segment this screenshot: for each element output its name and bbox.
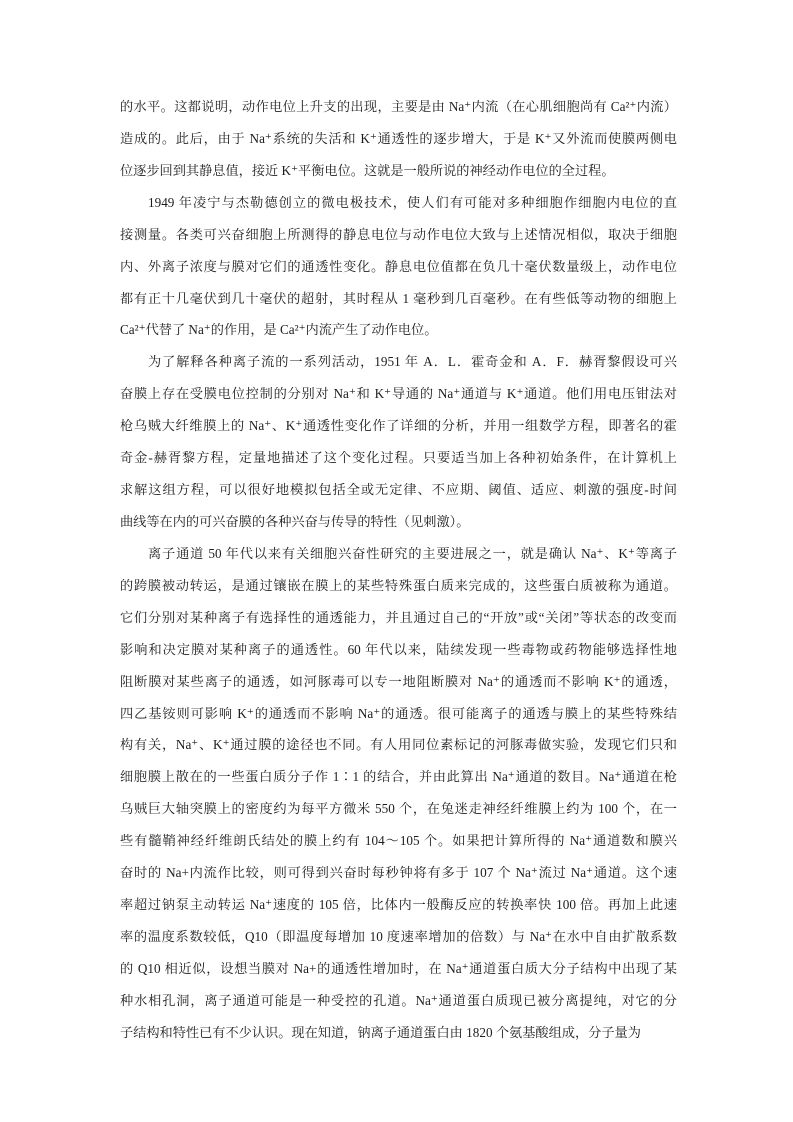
text-line: 接测量。各类可兴奋细胞上所测得的静息电位与动作电位大致与上述情况相似，取决于细胞 <box>120 226 677 242</box>
text-line: 乌贼巨大轴突膜上的密度约为每平方微米 550 个，在兔迷走神经纤维膜上约为 100 个，在一 <box>120 801 677 817</box>
text-line: 离子通道 50 年代以来有关细胞兴奋性研究的主要进展之一，就是确认 Na⁺、K⁺等离子 <box>148 545 677 561</box>
text-line: 造成的。此后，由于 Na⁺系统的失活和 K⁺通透性的逐步增大，于是 K⁺又外流而使膜两侧电 <box>120 130 677 146</box>
text-line: 位逐步回到其静息值，接近 K⁺平衡电位。这就是一般所说的神经动作电位的全过程。 <box>120 162 615 178</box>
text-line: 率超过钠泵主动转运 Na⁺速度的 105 倍，比体内一般酶反应的转换率快 100 倍。再加上此速 <box>120 897 677 913</box>
text-line: Ca²⁺代替了 Na⁺的作用，是 Ca²⁺内流产生了动作电位。 <box>120 322 438 338</box>
text-line: 构有关，Na⁺、K⁺通过膜的途径也不同。有人用同位素标记的河豚毒做实验，发现它们只和 <box>120 737 677 753</box>
text-line: 阻断膜对某些离子的通透，如河豚毒可以专一地阻断膜对 Na⁺的通透而不影响 K⁺的通透， <box>120 673 677 689</box>
text-line: 奋膜上存在受膜电位控制的分别对 Na⁺和 K⁺导通的 Na⁺通道与 K⁺通道。他们用电压钳法对 <box>120 386 677 402</box>
text-line: 曲线等在内的可兴奋膜的各种兴奋与传导的特性（见刺激）。 <box>120 513 470 529</box>
text-line: 影响和决定膜对某种离子的通透性。60 年代以来，陆续发现一些毒物或药物能够选择性地 <box>120 641 677 657</box>
text-line: 的水平。这都说明，动作电位上升支的出现，主要是由 Na⁺内流（在心肌细胞尚有 Ca²⁺内流） <box>120 99 677 114</box>
text-line: 细胞膜上散在的一些蛋白质分子作 1∶1 的结合，并由此算出 Na⁺通道的数目。Na⁺通道在枪 <box>120 769 677 785</box>
text-line: 都有正十几毫伏到几十毫伏的超射，其时程从 1 毫秒到几百毫秒。在有些低等动物的细胞上 <box>120 290 677 306</box>
text-line: 求解这组方程，可以很好地模拟包括全或无定律、不应期、阈值、适应、刺激的强度-时间 <box>120 482 677 498</box>
text-line: 种水相孔洞，离子通道可能是一种受控的孔道。Na⁺通道蛋白质现已被分离提纯，对它的分 <box>120 992 677 1008</box>
text-line: 内、外离子浓度与膜对它们的通透性变化。静息电位值都在负几十毫伏数量级上，动作电位 <box>120 258 677 274</box>
text-line: 它们分别对某种离子有选择性的通透能力，并且通过自己的“开放”或“关闭”等状态的改变而 <box>120 609 677 625</box>
text-line: 子结构和特性已有不少认识。现在知道，钠离子通道蛋白由 1820 个氨基酸组成，分子量为 <box>120 1024 641 1040</box>
text-line: 些有髓鞘神经纤维朗氏结处的膜上约有 104～105 个。如果把计算所得的 Na⁺通道数和膜兴 <box>120 833 677 849</box>
text-line: 的 Q10 相近似，设想当膜对 Na+的通透性增加时，在 Na⁺通道蛋白质大分子结构中出现了某 <box>120 960 677 976</box>
text-line: 四乙基铵则可影响 K⁺的通透而不影响 Na⁺的通透。很可能离子的通透与膜上的某些特殊结 <box>120 705 677 721</box>
text-line: 1949 年凌宁与杰勒德创立的微电极技术，使人们有可能对多种细胞作细胞内电位的直 <box>148 194 677 210</box>
text-line: 枪乌贼大纤维膜上的 Na⁺、K⁺通透性变化作了详细的分析，并用一组数学方程，即著名的霍 <box>120 418 677 434</box>
text-line: 为了解释各种离子流的一系列活动，1951 年 A．L．霍奇金和 A．F．赫胥黎假设可兴 <box>148 354 677 370</box>
text-line: 奇金-赫胥黎方程，定量地描述了这个变化过程。只要适当加上各种初始条件，在计算机上 <box>120 450 677 466</box>
document-text-body <box>120 91 677 1049</box>
text-line: 奋时的 Na+内流作比较，则可得到兴奋时每秒钟将有多于 107 个 Na⁺流过 Na⁺通道。这个速 <box>120 865 677 881</box>
text-line: 的跨膜被动转运，是通过镶嵌在膜上的某些特殊蛋白质来完成的，这些蛋白质被称为通道。 <box>120 577 677 593</box>
text-line: 率的温度系数较低，Q10（即温度每增加 10 度速率增加的倍数）与 Na⁺在水中自由扩散系数 <box>120 928 677 944</box>
